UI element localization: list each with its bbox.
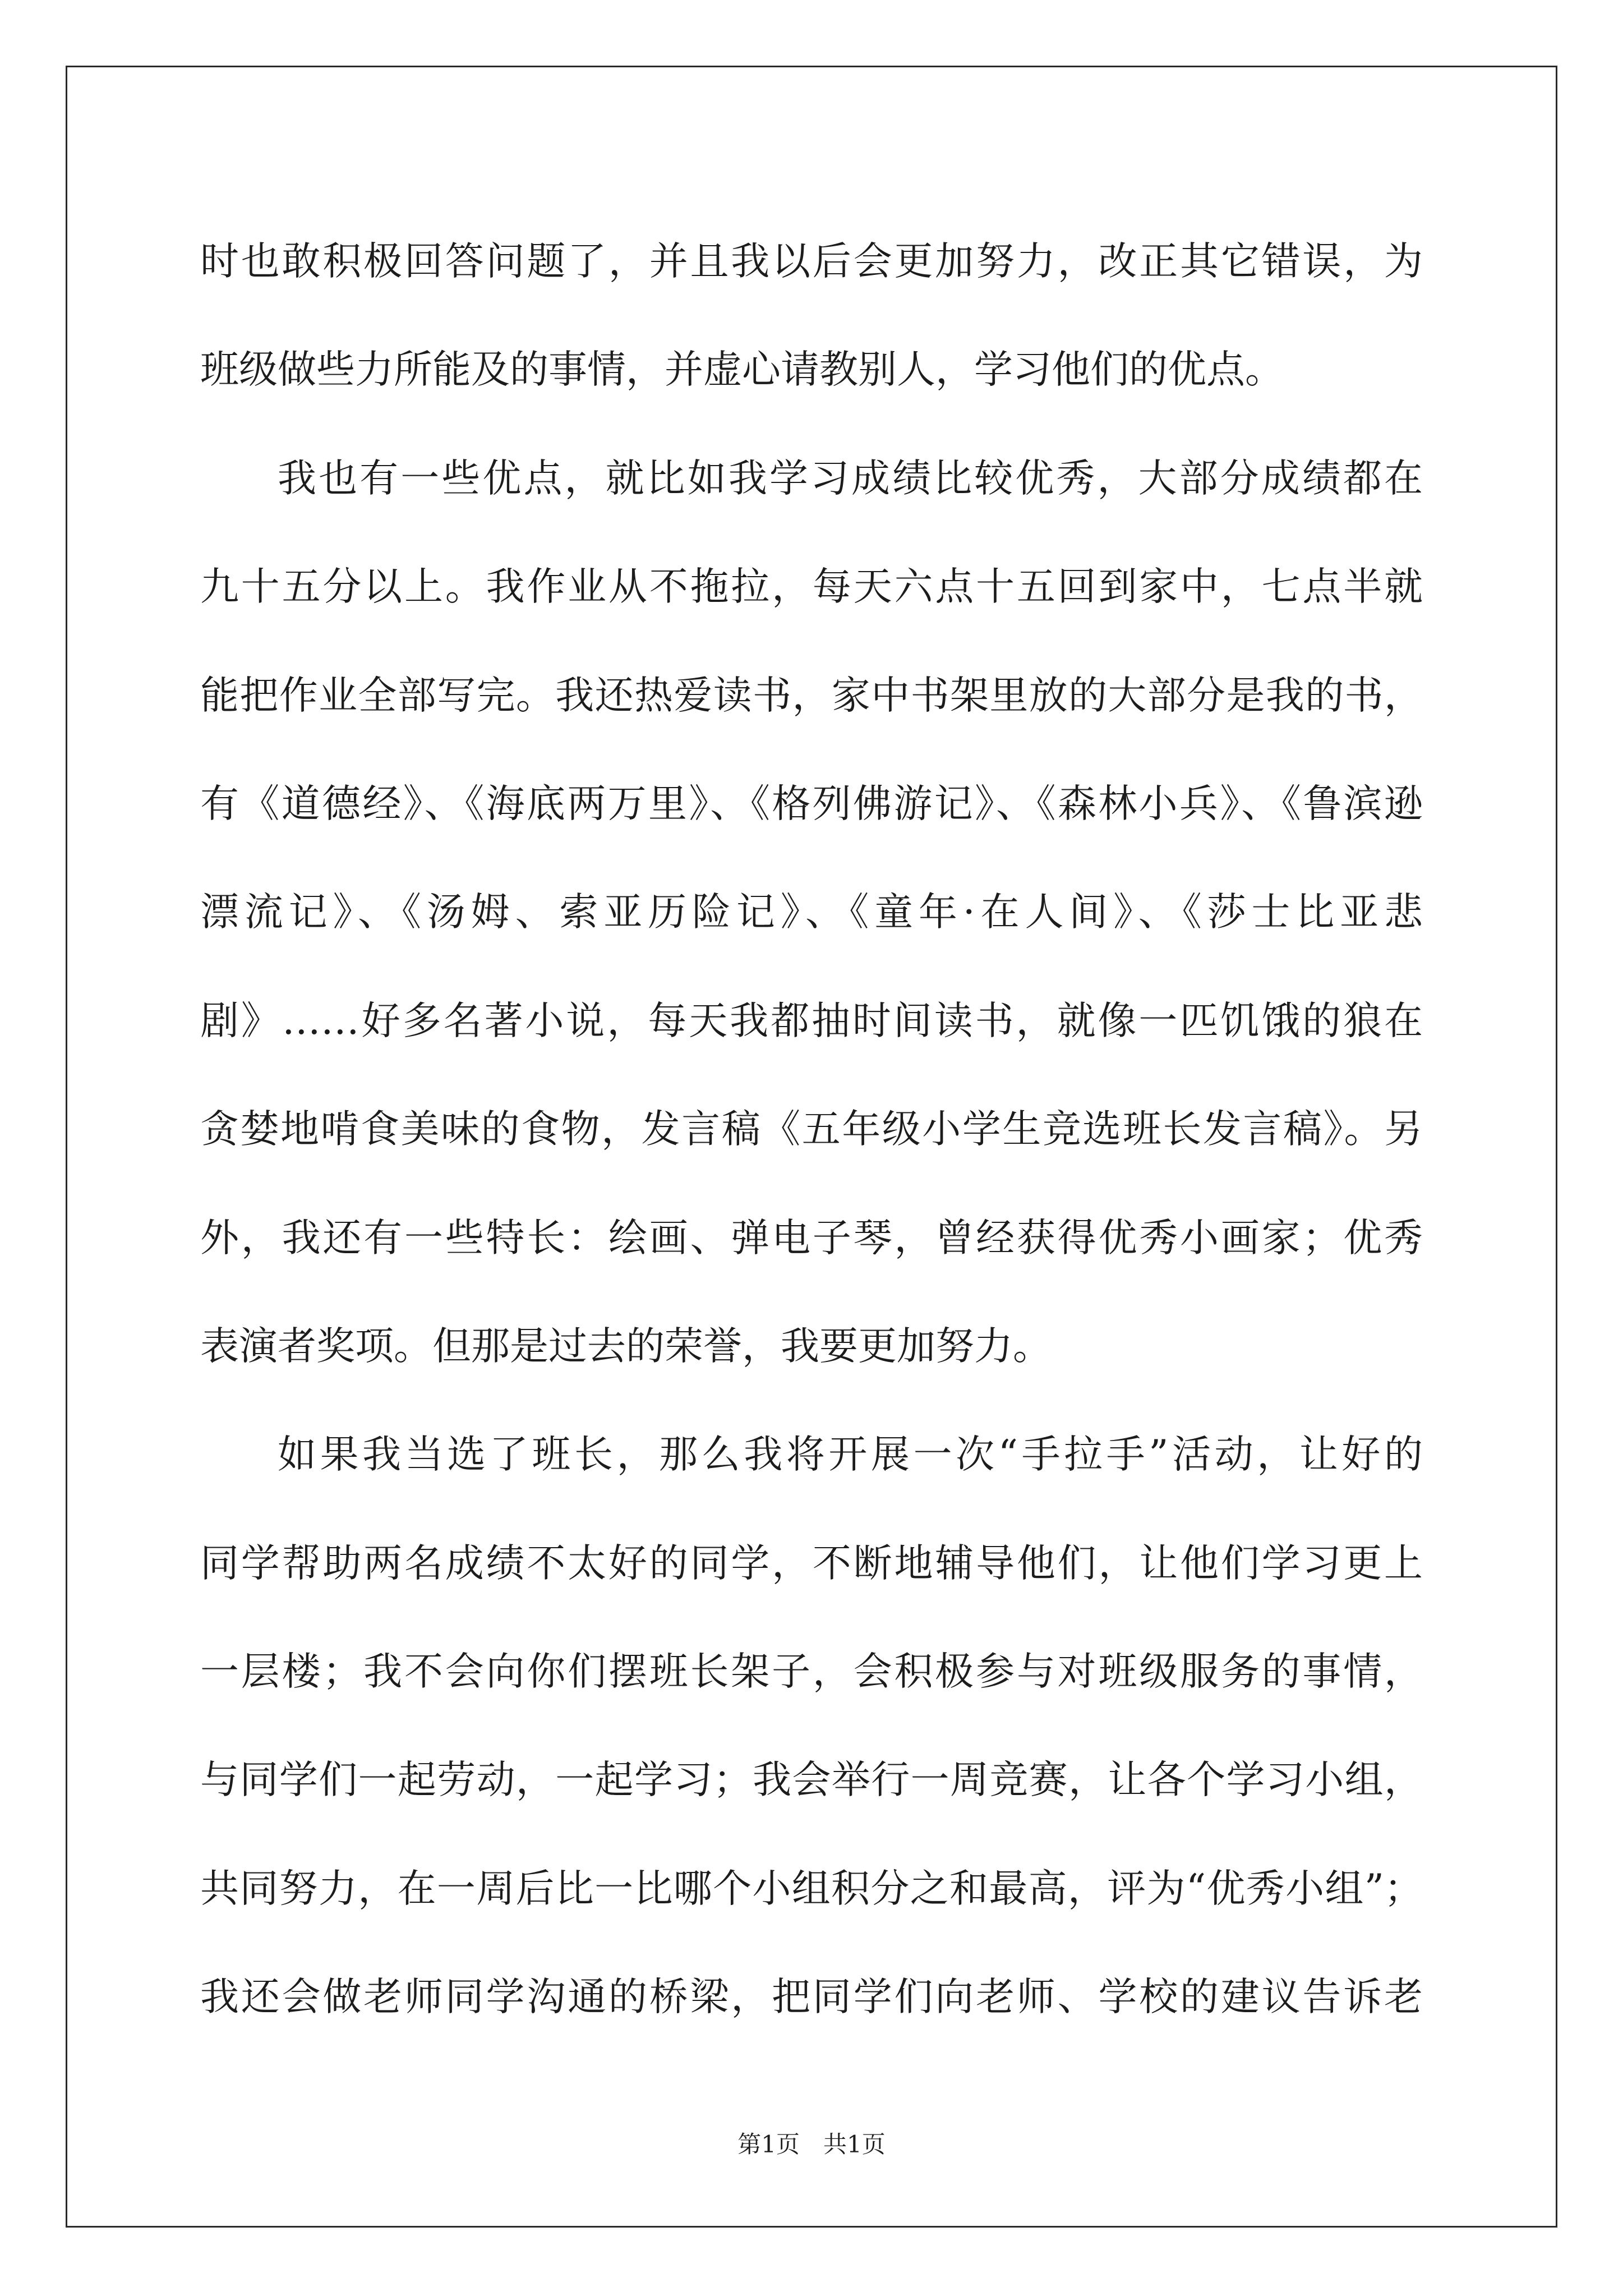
text-line: 我也有一些优点，就比如我学习成绩比较优秀，大部分成绩都在 (278, 455, 1423, 501)
text-line: 时也敢积极回答问题了，并且我以后会更加努力，改正其它错误，为 (200, 239, 1423, 284)
document-body (200, 208, 1423, 2052)
text-line: 外，我还有一些特长：绘画、弹电子琴，曾经获得优秀小画家；优秀 (200, 1215, 1423, 1260)
text-line: 共同努力，在一周后比一比哪个小组积分之和最高，评为“优秀小组”； (200, 1866, 1423, 1911)
text-line: 一层楼；我不会向你们摆班长架子，会积极参与对班级服务的事情， (200, 1649, 1423, 1695)
text-line: 如果我当选了班长，那么我将开展一次“手拉手”活动，让好的 (278, 1432, 1423, 1478)
text-line: 九十五分以上。我作业从不拖拉，每天六点十五回到家中，七点半就 (200, 564, 1423, 610)
text-line: 同学帮助两名成绩不太好的同学，不断地辅导他们，让他们学习更上 (200, 1540, 1423, 1586)
text-line: 有《道德经》、《海底两万里》、《格列佛游记》、《森林小兵》、《鲁滨逊 (200, 781, 1423, 826)
text-line: 剧》……好多名著小说，每天我都抽时间读书，就像一匹饥饿的狼在 (200, 998, 1423, 1043)
text-line: 能把作业全部写完。我还热爱读书，家中书架里放的大部分是我的书， (200, 673, 1423, 718)
text-line: 表演者奖项。但那是过去的荣誉，我要更加努力。 (200, 1323, 1052, 1369)
text-line: 漂流记》、《汤姆、索亚历险记》、《童年·在人间》、《莎士比亚悲 (200, 890, 1423, 935)
text-line: 我还会做老师同学沟通的桥梁，把同学们向老师、学校的建议告诉老 (200, 1975, 1423, 2020)
text-line: 班级做些力所能及的事情，并虚心请教别人，学习他们的优点。 (200, 347, 1284, 393)
text-line: 贪婪地啃食美味的食物，发言稿《五年级小学生竞选班长发言稿》。另 (200, 1107, 1423, 1152)
page-footer: 第1页 共1页 (737, 2131, 886, 2158)
text-line: 与同学们一起劳动，一起学习；我会举行一周竞赛，让各个学习小组， (200, 1757, 1423, 1803)
